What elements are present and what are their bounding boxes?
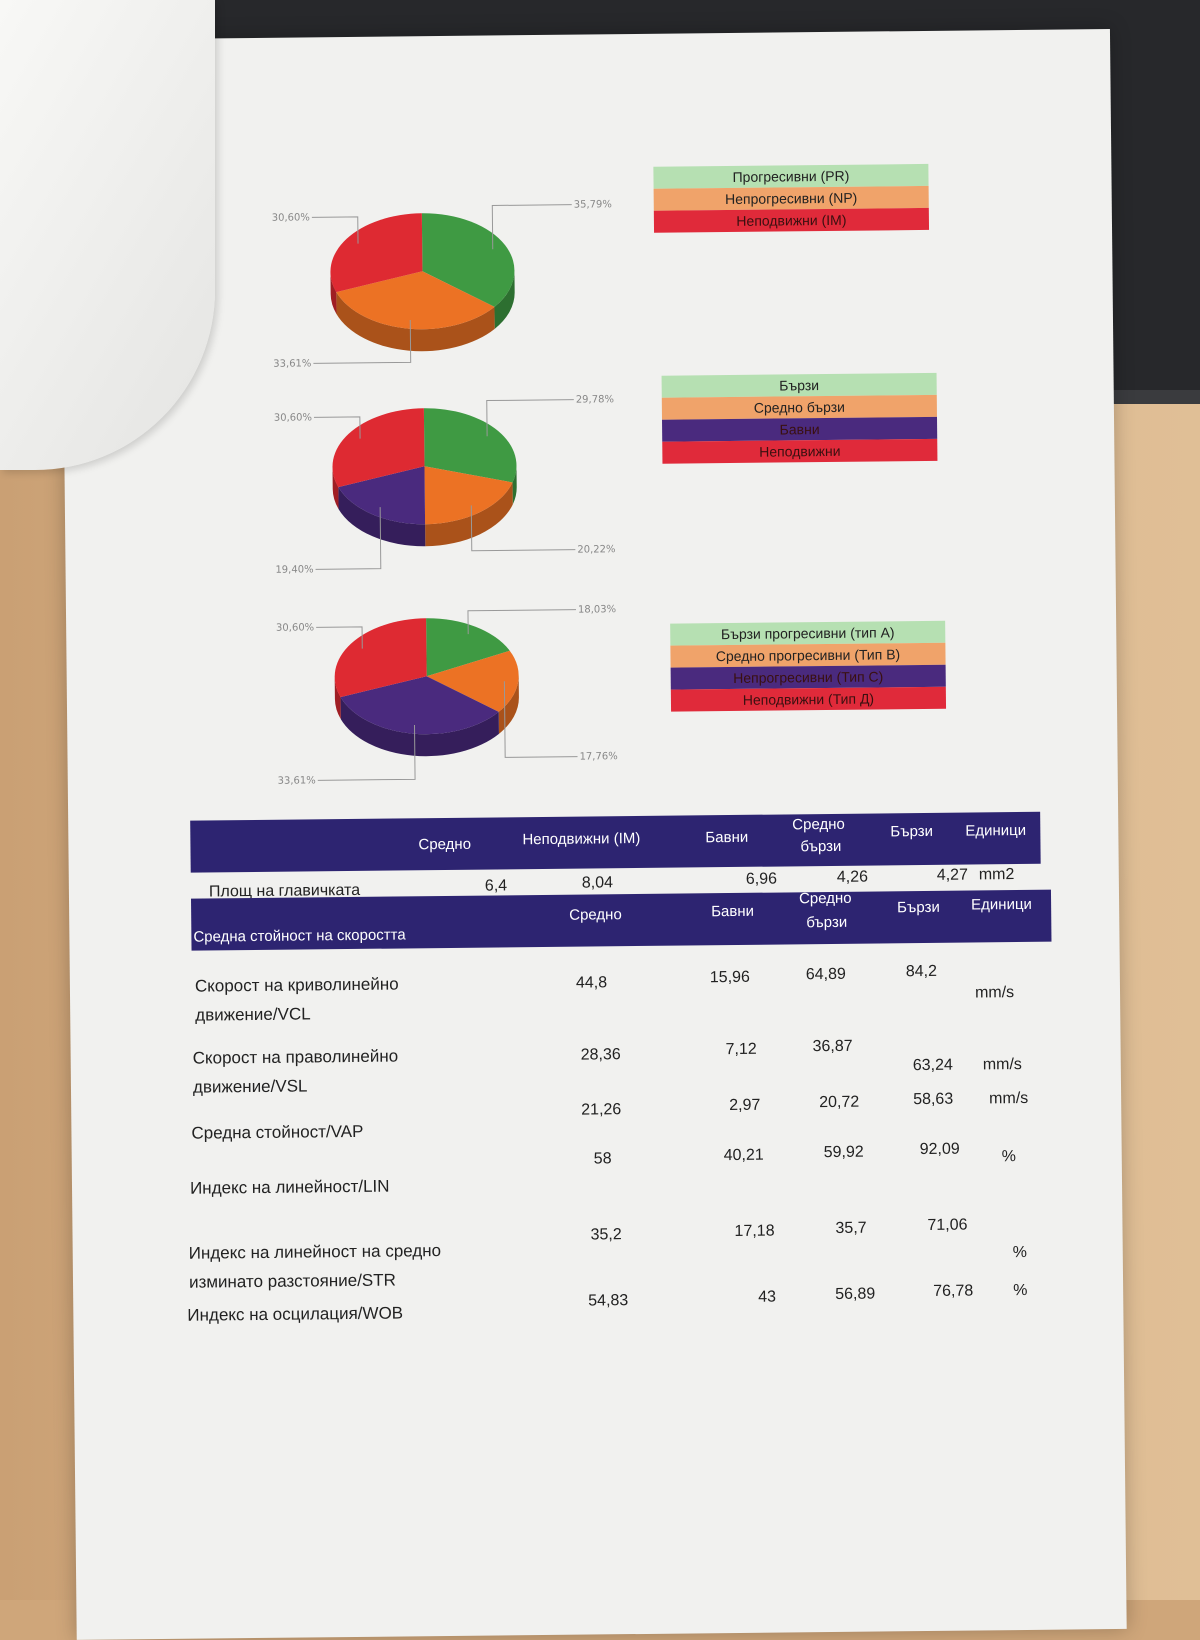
pie-2-label-2: 20,22% [577, 544, 616, 556]
pie-chart-2-svg [243, 369, 616, 576]
table1-cell-nepodvizhni: 8,04 [581, 874, 614, 892]
legend-3-item-4: Неподвижни (Тип Д) [671, 687, 946, 712]
table2-row-vap-label [191, 1117, 363, 1148]
legend-2 [662, 373, 938, 464]
table2-row-str-sredno: 35,2 [590, 1226, 622, 1244]
table1-header-barzi: Бързи [890, 822, 934, 841]
pie-2-label-3: 19,40% [275, 564, 314, 576]
table1-header [190, 812, 1040, 873]
table2-row-lin-bavni: 40,21 [723, 1146, 764, 1165]
table1-header-sredno-barzi-2: бързи [800, 837, 842, 856]
table2-row-str-bavni: 17,18 [734, 1222, 775, 1241]
table1-cell-sredno: 6,4 [484, 877, 508, 895]
table1-cell-sredno-barzi: 4,26 [836, 868, 869, 886]
table2-header [191, 890, 1051, 951]
legend-1 [653, 164, 929, 233]
table2-row-str-label [189, 1236, 442, 1297]
table2-row-lin-label-line1: Индекс на линейност/LIN [189, 1176, 390, 1198]
pie-3-label-3: 33,61% [277, 775, 316, 787]
table2-row-vap-unit: mm/s [989, 1089, 1029, 1108]
legend-3-item-2: Средно прогресивни (Тип В) [670, 643, 945, 668]
table2-row-wob-label [187, 1298, 403, 1329]
legend-2-item-4: Неподвижни [662, 439, 937, 464]
table2-row-wob-bavni: 43 [758, 1288, 777, 1306]
table2-row-vsl-label-line1: Скорост на праволинейно [192, 1046, 399, 1068]
pie-1-label-3: 30,60% [271, 212, 310, 224]
table2-row-wob-sredno-barzi: 56,89 [835, 1285, 876, 1303]
table2-row-vcl-label-line2: движение/VCL [195, 1004, 311, 1025]
table1-cell-edinici: mm2 [978, 866, 1015, 884]
table2-header-sredno-barzi-1: Средно [798, 889, 852, 908]
table2-header-bavni: Бавни [711, 902, 755, 921]
legend-1-item-2: Непрогресивни (NP) [654, 186, 929, 211]
table2-row-lin-sredno-barzi: 59,92 [823, 1143, 864, 1162]
table2-row-wob-unit: % [1013, 1281, 1028, 1300]
table2-row-vsl-label-line2: движение/VSL [192, 1076, 308, 1097]
table1-header-nepodvizhni: Неподвижни (IM) [522, 829, 641, 849]
table2-header-edinici: Единици [971, 895, 1032, 914]
table2-row-str-label-line2: изминато разстояние/STR [188, 1270, 396, 1292]
document-page [60, 29, 1127, 1640]
table2-row-lin-label [190, 1172, 390, 1203]
pie-3-label-4: 30,60% [275, 622, 315, 634]
pie-3-label-2: 17,76% [579, 751, 618, 763]
table2-row-vsl-sredno-barzi: 36,87 [812, 1037, 853, 1056]
table2-row-vsl-barzi: 63,24 [912, 1056, 953, 1075]
pie-2-label-1: 29,78% [575, 394, 614, 406]
table1-cell-barzi: 4,27 [936, 866, 969, 884]
table2-row-vap-sredno: 21,26 [581, 1101, 622, 1119]
table1-header-sredno-barzi-1: Средно [792, 815, 845, 834]
table2-row-lin-sredno: 58 [593, 1150, 612, 1168]
pie-2-label-4: 30,60% [273, 412, 313, 424]
table2-row-lin-barzi: 92,09 [919, 1140, 960, 1159]
table1-row-label: Площ на главичката [208, 881, 361, 901]
table2-header-sredno-barzi-2: бързи [806, 913, 848, 932]
table2-row-str-unit: % [1012, 1243, 1028, 1262]
table2-row-wob-label-line1: Индекс на осцилация/WOB [187, 1303, 404, 1325]
pie-chart-1 [241, 174, 612, 383]
legend-2-item-3: Бавни [662, 417, 937, 442]
table2-row-str-label-line1: Индекс на линейност на средно [188, 1241, 442, 1263]
table1-header-sredno: Средно [418, 835, 472, 854]
table2-row-vap-sredno-barzi: 20,72 [819, 1093, 860, 1112]
table2-header-barzi: Бързи [897, 898, 940, 917]
table2-row-vsl-bavni: 7,12 [725, 1040, 757, 1059]
table2-row-vsl-sredno: 28,36 [580, 1046, 621, 1064]
table2-row-vap-barzi: 58,63 [913, 1090, 954, 1109]
pie-1-leader-1 [492, 205, 572, 250]
table2-row-vcl-barzi: 84,2 [905, 962, 938, 981]
table2-row-wob-sredno: 54,83 [588, 1292, 629, 1310]
table2-header-sredno: Средно [569, 906, 622, 924]
table1-cell-bavni: 6,96 [745, 870, 778, 888]
table2-row-vap-label-line1: Средна стойност/VAP [191, 1121, 364, 1143]
legend-3 [670, 621, 946, 712]
table2-row-vsl-unit: mm/s [982, 1055, 1022, 1074]
pie-chart-3 [246, 579, 618, 788]
table2-row-str-barzi: 71,06 [927, 1216, 968, 1234]
legend-1-item-3: Неподвижни (IM) [654, 208, 929, 233]
pie-chart-3-svg [246, 579, 618, 787]
legend-1-item-1: Прогресивни (PR) [653, 164, 928, 189]
table2-title: Средна стойност на скоростта [193, 926, 406, 946]
pie-chart-1-svg [241, 174, 612, 378]
legend-3-item-1: Бързи прогресивни (тип А) [670, 621, 945, 646]
pie-2-leader-1 [487, 400, 574, 437]
legend-3-item-3: Непрогресивни (Тип С) [671, 665, 946, 690]
table2-row-vcl-unit: mm/s [974, 984, 1015, 1002]
pie-1-label-2: 33,61% [273, 358, 312, 370]
table2-row-str-sredno-barzi: 35,7 [835, 1219, 867, 1237]
table2-row-wob-barzi: 76,78 [933, 1282, 974, 1300]
table2-row-vap-bavni: 2,97 [729, 1096, 761, 1115]
pie-1-label-1: 35,79% [573, 199, 612, 211]
table2-row-vcl-bavni: 15,96 [709, 968, 750, 987]
table2-row-lin-unit: % [1001, 1148, 1017, 1166]
table2-row-vcl-sredno-barzi: 64,89 [805, 965, 846, 984]
table1-header-edinici: Единици [965, 821, 1027, 840]
legend-2-item-1: Бързи [662, 373, 937, 398]
legend-2-item-2: Средно бързи [662, 395, 937, 420]
table2-row-vcl-label-line1: Скорост на криволинейно [194, 974, 399, 996]
table2-row-vcl-sredno: 44,8 [575, 974, 608, 992]
table2-row-vsl-label [193, 1042, 399, 1102]
table1-header-bavni: Бавни [705, 828, 749, 847]
pie-3-label-1: 18,03% [577, 604, 617, 616]
pie-3-leader-1 [468, 610, 576, 635]
table2-row-vcl-label [195, 970, 399, 1030]
pie-chart-2 [243, 369, 616, 578]
